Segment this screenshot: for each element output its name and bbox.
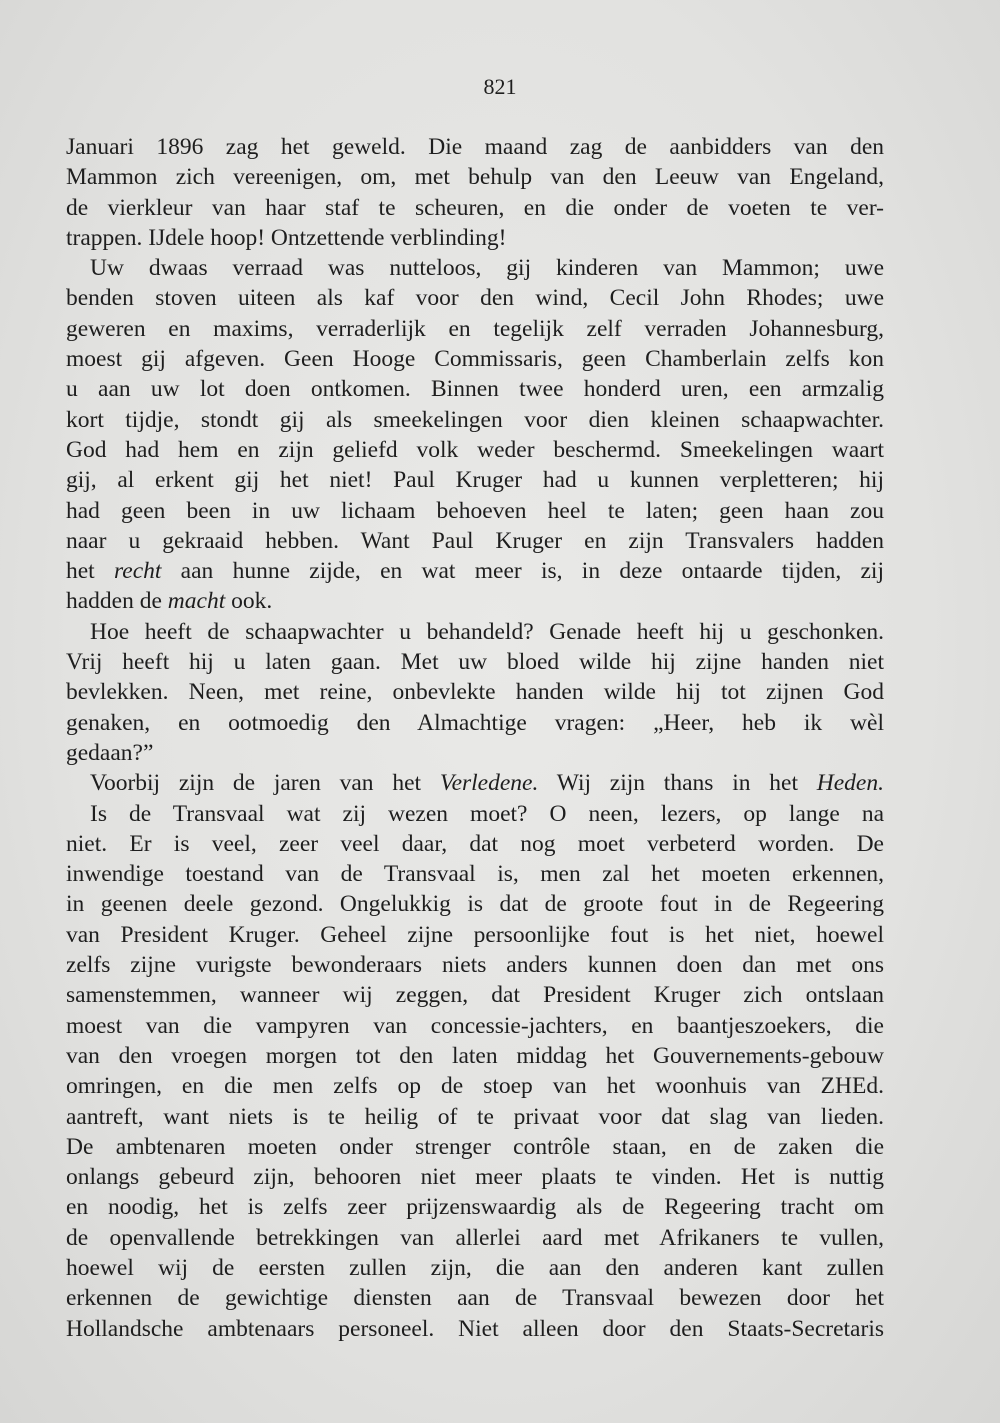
line-text: hadden de — [66, 588, 168, 615]
text-line — [66, 1011, 884, 1041]
text-line — [66, 556, 884, 586]
line-text: de vierkleur van haar staf te scheuren, en die onder de voeten te ver- — [66, 194, 884, 221]
text-line — [66, 1041, 884, 1071]
line-text: gedaan?” — [66, 739, 154, 766]
text-line — [66, 162, 884, 192]
line-text: Voorbij zijn de jaren van het — [90, 770, 440, 797]
text-line — [66, 374, 884, 404]
text-line — [66, 314, 884, 344]
text-line — [66, 708, 884, 738]
text-line — [66, 768, 884, 798]
line-text: moest gij afgeven. Geen Hooge Commissaris, geen Chamberlain zelfs kon — [66, 346, 884, 373]
emphasis-text: Heden. — [816, 770, 884, 797]
line-text: genaken, en ootmoedig den Almachtige vragen: „Heer, heb ik wèl — [66, 709, 884, 736]
line-text: geweren en maxims, verraderlijk en tegelijk zelf verraden Johannesburg, — [66, 315, 884, 342]
line-text: zelfs zijne vurigste bewonderaars niets anders kunnen doen dan met ons — [66, 952, 884, 979]
line-text: omringen, en die men zelfs op de stoep van het woonhuis van ZHEd. — [66, 1073, 884, 1100]
line-text: gij, al erkent gij het niet! Paul Kruger had u kunnen verpletteren; hij — [66, 467, 884, 494]
line-text: moest van die vampyren van concessie-jachters, en baantjeszoekers, die — [66, 1012, 884, 1039]
line-text: Vrij heeft hij u laten gaan. Met uw bloed wilde hij zijne handen niet — [66, 649, 884, 676]
text-line — [66, 405, 884, 435]
text-line — [66, 1071, 884, 1101]
line-text: God had hem en zijn geliefd volk weder beschermd. Smeekelingen waart — [66, 436, 884, 463]
line-text: aantreft, want niets is te heilig of te privaat voor dat slag van lieden. — [66, 1103, 884, 1130]
line-text: onlangs gebeurd zijn, behooren niet meer plaats te vinden. Het is nuttig — [66, 1164, 884, 1191]
line-text: het — [66, 558, 114, 585]
line-text: van den vroegen morgen tot den laten middag het Gouvernements-gebouw — [66, 1042, 884, 1069]
text-line — [66, 829, 884, 859]
text-line — [66, 950, 884, 980]
page-number: 821 — [483, 74, 517, 99]
text-line — [66, 617, 884, 647]
line-text: samenstemmen, wanneer wij zeggen, dat President Kruger zich ontslaan — [66, 982, 884, 1009]
text-line — [66, 344, 884, 374]
line-text: de openvallende betrekkingen van allerlei aard met Afrikaners te vullen, — [66, 1224, 884, 1251]
text-line — [66, 799, 884, 829]
text-line — [66, 889, 884, 919]
line-text: Uw dwaas verraad was nutteloos, gij kinderen van Mammon; uwe — [90, 255, 884, 282]
line-text: Wij zijn thans in het — [538, 770, 817, 797]
emphasis-text: macht — [167, 588, 226, 615]
text-line — [66, 1283, 884, 1313]
text-line — [66, 283, 884, 313]
line-text: had geen been in uw lichaam behoeven heel te laten; geen haan zou — [66, 497, 884, 524]
line-text: Hoe heeft de schaapwachter u behandeld? Genade heeft hij u geschonken. — [90, 618, 884, 645]
line-text: erkennen de gewichtige diensten aan de Transvaal bewezen door het — [66, 1285, 884, 1312]
text-line — [66, 526, 884, 556]
text-line — [66, 647, 884, 677]
text-line — [66, 465, 884, 495]
line-text: en noodig, het is zelfs zeer prijzenswaardig als de Regeering tracht om — [66, 1194, 884, 1221]
text-line — [66, 253, 884, 283]
line-text: van President Kruger. Geheel zijne persoonlijke fout is het niet, hoewel — [66, 921, 884, 948]
line-text: niet. Er is veel, zeer veel daar, dat nog moet verbeterd worden. De — [66, 830, 884, 857]
text-line — [66, 1223, 884, 1253]
text-line — [66, 223, 884, 253]
text-line — [66, 1102, 884, 1132]
text-line — [66, 920, 884, 950]
text-line — [66, 738, 884, 768]
text-line — [66, 1162, 884, 1192]
text-line — [66, 193, 884, 223]
line-text: Is de Transvaal wat zij wezen moet? O neen, lezers, op lange na — [90, 800, 884, 827]
line-text: in geenen deele gezond. Ongelukkig is dat de groote fout in de Regeering — [66, 891, 884, 918]
text-line — [66, 677, 884, 707]
line-text: aan hunne zijde, en wat meer is, in deze ontaarde tijden, zij — [161, 558, 884, 585]
body-text — [66, 132, 884, 1344]
line-text: De ambtenaren moeten onder strenger contrôle staan, en de zaken die — [66, 1133, 884, 1160]
text-line — [66, 859, 884, 889]
line-text: u aan uw lot doen ontkomen. Binnen twee honderd uren, een armzalig — [66, 376, 884, 403]
line-text: trappen. IJdele hoop! Ontzettende verblinding! — [66, 224, 507, 251]
line-text: bevlekken. Neen, met reine, onbevlekte handen wilde hij tot zijnen God — [66, 679, 884, 706]
text-line — [66, 1253, 884, 1283]
text-line — [66, 132, 884, 162]
text-line — [66, 1132, 884, 1162]
line-text: Mammon zich vereenigen, om, met behulp van den Leeuw van Engeland, — [66, 164, 884, 191]
line-text: kort tijdje, stondt gij als smeekelingen voor dien kleinen schaapwachter. — [66, 406, 884, 433]
line-text: ook. — [225, 588, 273, 615]
emphasis-text: recht — [113, 558, 162, 585]
emphasis-text: Verledene. — [439, 770, 539, 797]
text-line — [66, 435, 884, 465]
text-line — [66, 980, 884, 1010]
line-text: hoewel wij de eersten zullen zijn, die aan den anderen kant zullen — [66, 1254, 884, 1281]
line-text: naar u gekraaid hebben. Want Paul Kruger en zijn Transvalers hadden — [66, 527, 884, 554]
line-text: Hollandsche ambtenaars personeel. Niet alleen door den Staats-Secretaris — [66, 1315, 884, 1342]
text-line — [66, 586, 884, 616]
text-line — [66, 496, 884, 526]
text-line — [66, 1192, 884, 1222]
line-text: inwendige toestand van de Transvaal is, men zal het moeten erkennen, — [66, 861, 884, 888]
text-line — [66, 1314, 884, 1344]
line-text: benden stoven uiteen als kaf voor den wind, Cecil John Rhodes; uwe — [66, 285, 884, 312]
line-text: Januari 1896 zag het geweld. Die maand zag de aanbidders van den — [66, 134, 884, 160]
